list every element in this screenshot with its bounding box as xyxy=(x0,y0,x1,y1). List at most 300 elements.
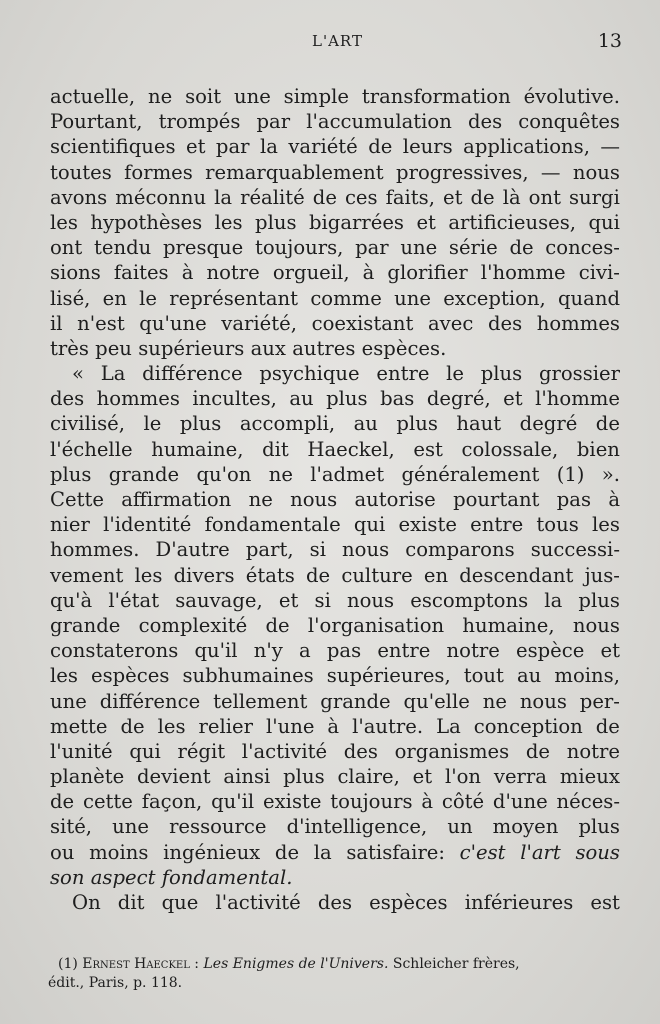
word: l'organisation xyxy=(307,613,445,637)
word: est xyxy=(590,891,620,914)
text-line xyxy=(50,286,620,311)
word: moins, xyxy=(554,664,620,688)
word: trompés xyxy=(158,110,241,134)
word: par xyxy=(256,110,291,134)
text-line xyxy=(50,865,620,890)
word: entre xyxy=(377,639,431,663)
word: espèces xyxy=(90,664,170,688)
word: humaine, xyxy=(462,613,555,637)
word: les xyxy=(50,664,78,688)
word: ». xyxy=(601,462,620,486)
word: tout xyxy=(463,664,504,688)
word: l'on xyxy=(444,765,482,789)
word: des xyxy=(317,891,353,914)
word: à xyxy=(421,790,434,814)
word: organismes xyxy=(394,739,510,763)
word: qui xyxy=(129,739,161,763)
word: l'unité xyxy=(50,739,113,763)
word: néces- xyxy=(556,790,620,814)
text-line xyxy=(50,588,620,613)
word: glorifier xyxy=(387,261,468,285)
word: de xyxy=(265,613,290,637)
text-line xyxy=(50,840,620,865)
word: une xyxy=(233,85,271,108)
word: complexité xyxy=(138,613,248,637)
word: de xyxy=(509,236,534,260)
word: représentant xyxy=(169,286,299,310)
word: de xyxy=(274,840,300,864)
text-line xyxy=(50,512,620,537)
word: l'activité xyxy=(241,739,328,763)
word: mieux xyxy=(559,765,620,789)
word: quand xyxy=(557,286,620,310)
word: façon, xyxy=(141,790,203,814)
word: D'autre xyxy=(155,538,230,562)
word: orgueil, xyxy=(272,261,350,285)
word: au xyxy=(517,664,542,688)
word: de xyxy=(525,739,551,763)
word: nous xyxy=(290,488,338,511)
word: plus xyxy=(179,412,222,436)
word: plus xyxy=(283,765,325,789)
word: ne xyxy=(248,488,273,511)
word: avons xyxy=(50,185,108,209)
text-line xyxy=(50,386,620,411)
word: ont xyxy=(50,236,83,260)
word: un xyxy=(447,815,473,839)
word: son xyxy=(50,865,85,889)
text-line xyxy=(50,689,620,714)
text-line xyxy=(50,563,620,588)
word: qu'elle xyxy=(403,689,470,713)
text-line xyxy=(50,109,620,134)
word: des xyxy=(50,387,85,411)
word: la xyxy=(259,135,278,159)
word: existe xyxy=(263,790,322,814)
word: nous xyxy=(572,160,620,184)
word: comparons xyxy=(405,538,515,562)
word: civilisé, xyxy=(50,412,125,436)
word: artificieuses, xyxy=(448,210,577,234)
text-line xyxy=(50,336,620,361)
word: qui xyxy=(353,513,386,537)
word: là xyxy=(502,185,521,209)
word: sions xyxy=(50,261,101,285)
text-line xyxy=(50,890,620,915)
word: ou xyxy=(50,840,75,864)
word: applications, xyxy=(463,135,590,159)
word: et xyxy=(503,387,523,411)
word: La xyxy=(100,362,126,386)
word: évolutive. xyxy=(523,85,620,108)
text-line xyxy=(50,134,620,159)
word: transformation xyxy=(361,85,511,108)
word: le xyxy=(139,286,158,310)
word: grande xyxy=(50,613,121,637)
word: n'est xyxy=(77,311,125,335)
text-line xyxy=(50,462,620,487)
word: notre xyxy=(566,739,620,763)
word: tendu xyxy=(93,236,152,260)
word: de xyxy=(595,412,620,436)
word: escomptons xyxy=(410,588,529,612)
word: — xyxy=(540,160,561,184)
word: grande xyxy=(108,462,180,486)
word: et xyxy=(185,135,206,159)
text-line xyxy=(50,613,620,638)
word: simple xyxy=(283,85,349,108)
word: pourtant xyxy=(453,488,540,511)
word: toujours xyxy=(330,790,413,814)
word: supérieurs xyxy=(138,336,245,360)
word: relier xyxy=(198,714,253,738)
word: aux xyxy=(250,336,286,360)
word: l'homme xyxy=(535,387,620,411)
body-text xyxy=(50,84,620,915)
word: et xyxy=(443,185,463,209)
word: n'y xyxy=(253,639,283,663)
word: formes xyxy=(124,160,193,184)
word: hommes xyxy=(536,311,620,335)
word: plus xyxy=(326,387,368,411)
word: par xyxy=(215,135,250,159)
word: leurs xyxy=(402,135,453,159)
word: une xyxy=(400,236,438,260)
word: comme xyxy=(310,286,382,310)
word: degré, xyxy=(426,387,491,411)
word: au xyxy=(289,387,314,411)
word: descendant xyxy=(459,563,574,587)
word: à xyxy=(608,488,620,511)
word: les xyxy=(50,210,78,234)
word: ainsi xyxy=(223,765,271,789)
word: dit xyxy=(262,437,289,461)
word: civi- xyxy=(578,261,620,285)
word: nous xyxy=(347,588,395,612)
word: une xyxy=(112,815,149,839)
word: ne xyxy=(482,689,507,713)
word: plus xyxy=(255,210,297,234)
word: l'admet xyxy=(310,462,385,486)
word: entre xyxy=(470,513,524,537)
word: de xyxy=(50,790,75,814)
word: de xyxy=(368,135,393,159)
text-line xyxy=(50,411,620,436)
word: méconnu xyxy=(115,185,207,209)
word: il xyxy=(50,311,63,335)
word: différence xyxy=(142,362,243,386)
word: des xyxy=(343,739,378,763)
word: réalité xyxy=(240,185,305,209)
word: à xyxy=(362,261,375,285)
word: si xyxy=(309,538,326,562)
text-line xyxy=(50,537,620,562)
word: ressource xyxy=(169,815,267,839)
word: d'une xyxy=(492,790,548,814)
word: que xyxy=(161,891,199,914)
word: planète xyxy=(50,765,125,789)
page-number: 13 xyxy=(597,30,622,52)
word: nier xyxy=(50,513,90,537)
running-title: L'ART xyxy=(312,32,363,50)
word: devient xyxy=(137,765,211,789)
word: moyen xyxy=(492,815,559,839)
word: toutes xyxy=(50,160,112,184)
text-line xyxy=(50,185,620,210)
word: bigarrées xyxy=(308,210,404,234)
word: On xyxy=(72,891,101,914)
word: des xyxy=(467,110,503,134)
word: mette xyxy=(50,714,108,738)
word: espèces xyxy=(369,891,448,914)
word: variété xyxy=(288,135,358,159)
word: ont xyxy=(528,185,561,209)
text-line xyxy=(50,260,620,285)
text-line xyxy=(50,764,620,789)
word: qui xyxy=(588,210,620,234)
word: entre xyxy=(376,362,430,386)
word: fondamentale xyxy=(204,513,341,537)
word: Haeckel, xyxy=(307,437,395,461)
word: espèces. xyxy=(361,336,447,360)
text-line xyxy=(50,638,620,663)
word: l'activité xyxy=(215,891,301,914)
word: — xyxy=(600,135,620,159)
text-line xyxy=(50,84,620,109)
word: l'art xyxy=(520,840,561,864)
word: notre xyxy=(446,639,500,663)
word: une xyxy=(394,286,431,310)
word: plus xyxy=(396,412,438,436)
word: satisfaire: xyxy=(346,840,446,864)
word: accompli, xyxy=(239,412,336,436)
word: autorise xyxy=(354,488,436,511)
word: supérieures, xyxy=(326,664,451,688)
word: très xyxy=(50,336,89,360)
word: d'intelligence, xyxy=(286,815,428,839)
word: une xyxy=(50,689,87,713)
footnote-work: Les Enigmes de l'Univers. xyxy=(203,956,389,972)
word: série xyxy=(448,236,498,260)
word: pas xyxy=(556,488,592,511)
word: qu'on xyxy=(196,462,252,486)
word: à xyxy=(327,714,340,738)
word: variété, xyxy=(221,311,297,335)
text-line xyxy=(50,487,620,512)
word: tous xyxy=(536,513,579,537)
word: ces xyxy=(344,185,378,209)
word: a xyxy=(299,639,311,663)
word: en xyxy=(423,563,449,587)
word: bien xyxy=(576,437,620,461)
word: plus xyxy=(480,362,523,386)
word: qu'à xyxy=(50,588,93,612)
word: est xyxy=(413,437,443,461)
word: nous xyxy=(519,689,567,713)
word: de xyxy=(470,185,495,209)
word: colossale, xyxy=(461,437,559,461)
text-line xyxy=(50,311,620,336)
word: per- xyxy=(579,689,620,713)
word: cette xyxy=(82,790,133,814)
word: sauvage, xyxy=(175,588,263,612)
word: par xyxy=(355,236,389,260)
word: dit xyxy=(117,891,145,914)
word: coexistant xyxy=(311,311,414,335)
word: scientifiques xyxy=(50,135,176,159)
word: Pourtant, xyxy=(50,110,143,134)
word: hommes xyxy=(96,387,180,411)
word: culture xyxy=(341,563,413,587)
word: l'identité xyxy=(103,513,192,537)
word: existe xyxy=(398,513,457,537)
word: ne xyxy=(147,85,173,108)
word: généralement xyxy=(401,462,540,486)
footnote xyxy=(48,955,620,993)
word: inférieures xyxy=(464,891,574,914)
text-line xyxy=(50,814,620,839)
word: en xyxy=(102,286,127,310)
word: la xyxy=(544,588,563,612)
text-line xyxy=(50,361,620,386)
word: remarquablement xyxy=(205,160,384,184)
word: états xyxy=(245,563,295,587)
word: degré xyxy=(519,412,578,436)
word: (1) xyxy=(556,462,585,486)
word: l'une xyxy=(265,714,315,738)
text-line xyxy=(50,160,620,185)
word: qu'il xyxy=(194,639,238,663)
word: c'est xyxy=(459,840,506,864)
word: ingénieux xyxy=(163,840,261,864)
word: claire, xyxy=(337,765,400,789)
word: si xyxy=(314,588,331,612)
word: plus xyxy=(578,815,620,839)
text-line xyxy=(50,235,620,260)
word: bas xyxy=(380,387,415,411)
word: faits, xyxy=(385,185,435,209)
word: nous xyxy=(342,538,390,562)
word: fondamental. xyxy=(161,865,293,889)
word: grande xyxy=(320,689,391,713)
word: hommes. xyxy=(50,538,140,562)
word: lisé, xyxy=(50,286,91,310)
word: et xyxy=(278,588,299,612)
word: l'échelle xyxy=(50,437,133,461)
word: espèce xyxy=(515,639,585,663)
word: affirmation xyxy=(121,488,232,511)
word: conquêtes xyxy=(518,110,620,134)
word: « xyxy=(72,362,84,386)
word: et xyxy=(416,210,436,234)
word: au xyxy=(353,412,378,436)
word: qu'il xyxy=(211,790,255,814)
word: La xyxy=(436,714,461,738)
footnote-author: Ernest Haeckel : xyxy=(82,956,200,972)
word: toujours, xyxy=(254,236,344,260)
word: exception, xyxy=(443,286,546,310)
word: humaine, xyxy=(151,437,244,461)
word: l'homme xyxy=(480,261,566,285)
text-line xyxy=(50,714,620,739)
word: divers xyxy=(173,563,235,587)
word: successi- xyxy=(530,538,620,562)
word: les xyxy=(214,210,243,234)
word: la xyxy=(214,185,233,209)
footnote-line-2: édit., Paris, p. 118. xyxy=(48,975,183,991)
word: jus- xyxy=(584,563,620,587)
word: hypothèses xyxy=(90,210,203,234)
text-line xyxy=(50,437,620,462)
word: autres xyxy=(292,336,356,360)
word: aspect xyxy=(90,865,156,889)
word: l'autre. xyxy=(352,714,424,738)
footnote-marker: (1) xyxy=(58,956,78,972)
word: nous xyxy=(572,613,620,637)
word: plus xyxy=(578,588,620,612)
word: subhumaines xyxy=(182,664,314,688)
word: constaterons xyxy=(50,639,179,663)
word: à xyxy=(181,261,194,285)
word: progressives, xyxy=(396,160,529,184)
word: vement xyxy=(50,563,124,587)
word: les xyxy=(591,513,620,537)
word: qu'une xyxy=(139,311,207,335)
word: des xyxy=(487,311,523,335)
word: notre xyxy=(206,261,260,285)
word: et xyxy=(412,765,433,789)
word: les xyxy=(157,714,186,738)
word: différence xyxy=(99,689,201,713)
word: de xyxy=(306,563,331,587)
text-line xyxy=(50,739,620,764)
word: presque xyxy=(162,236,244,260)
word: conception xyxy=(473,714,583,738)
word: plus xyxy=(50,462,92,486)
word: conces- xyxy=(545,236,620,260)
text-line xyxy=(50,663,620,688)
word: actuelle, xyxy=(50,85,136,108)
word: la xyxy=(313,840,332,864)
footnote-line-1 xyxy=(48,955,620,974)
word: de xyxy=(312,185,337,209)
word: l'accumulation xyxy=(306,110,452,134)
text-line xyxy=(50,789,620,814)
word: tellement xyxy=(213,689,308,713)
word: régit xyxy=(177,739,226,763)
word: peu xyxy=(95,336,132,360)
word: moins xyxy=(89,840,149,864)
word: le xyxy=(143,412,162,436)
word: sité, xyxy=(50,815,93,839)
word: de xyxy=(595,714,620,738)
word: côté xyxy=(441,790,485,814)
word: de xyxy=(120,714,145,738)
footnote-publisher: Schleicher frères, xyxy=(392,956,520,972)
word: haut xyxy=(456,412,502,436)
word: avec xyxy=(428,311,474,335)
word: psychique xyxy=(259,362,360,386)
word: l'état xyxy=(108,588,160,612)
word: grossier xyxy=(538,362,620,386)
word: pas xyxy=(326,639,362,663)
word: soit xyxy=(185,85,222,108)
word: sous xyxy=(575,840,620,864)
word: part, xyxy=(245,538,294,562)
running-head xyxy=(0,30,660,54)
text-line xyxy=(50,210,620,235)
word: et xyxy=(600,639,620,663)
